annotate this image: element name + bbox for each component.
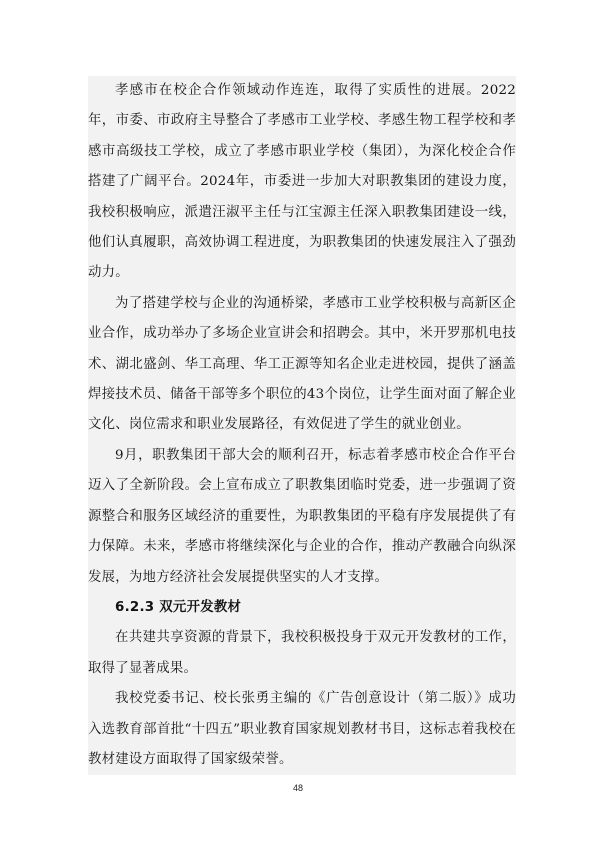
paragraph-school-enterprise-cooperation: 孝感市在校企合作领域动作连连，取得了实质性的进展。2022年，市委、市政府主导整合了孝感市工业学校、孝感生物工程学校和孝感市高级技工学校，成立了孝感市职业学校（集团），为深化校企合作搭建了广阔平台。2024年，市委进一步加大对职教集团的建设力度，我校积极响应，派遣汪淑平主任与江宝源主任深入职教集团建设一线，他们认真履职，高效协调工程进度，为职教集团的快速发展注入了强劲动力。 (88, 83, 516, 281)
paragraph-national-textbook-honor: 我校党委书记、校长张勇主编的《广告创意设计（第二版）》成功入选教育部首批“十四五”职业教育国家规划教材书目，这标志着我校在教材建设方面取得了国家级荣誉。 (88, 691, 516, 767)
page-number: 48 (292, 783, 303, 793)
paragraph-dual-textbook-development: 在共建共享资源的背景下，我校积极投身于双元开发教材的工作，取得了显著成果。 (88, 630, 516, 676)
paragraph-enterprise-recruitment: 为了搭建学校与企业的沟通桥梁，孝感市工业学校积极与高新区企业合作，成功举办了多场企业宣讲会和招聘会。其中，米开罗那机电技术、湖北盛剑、华工高理、华工正源等知名企业走进校园，提供了涵盖焊接技术员、储备干部等多个职位的43个岗位，让学生面对面了解企业文化、岗位需求和职业发展路径，有效促进了学生的就业创业。 (88, 295, 516, 433)
document-body (88, 76, 516, 775)
paragraph-group-cadre-meeting: 9月，职教集团干部大会的顺利召开，标志着孝感市校企合作平台迈入了全新阶段。会上宣布成立了职教集团临时党委，进一步强调了资源整合和服务区域经济的重要性，为职教集团的平稳有序发展提供了有力保障。未来，孝感市将继续深化与企业的合作，推动产教融合向纵深发展，为地方经济社会发展提供坚实的人才支撑。 (88, 447, 516, 585)
section-heading: 6.2.3 双元开发教材 (115, 599, 242, 615)
